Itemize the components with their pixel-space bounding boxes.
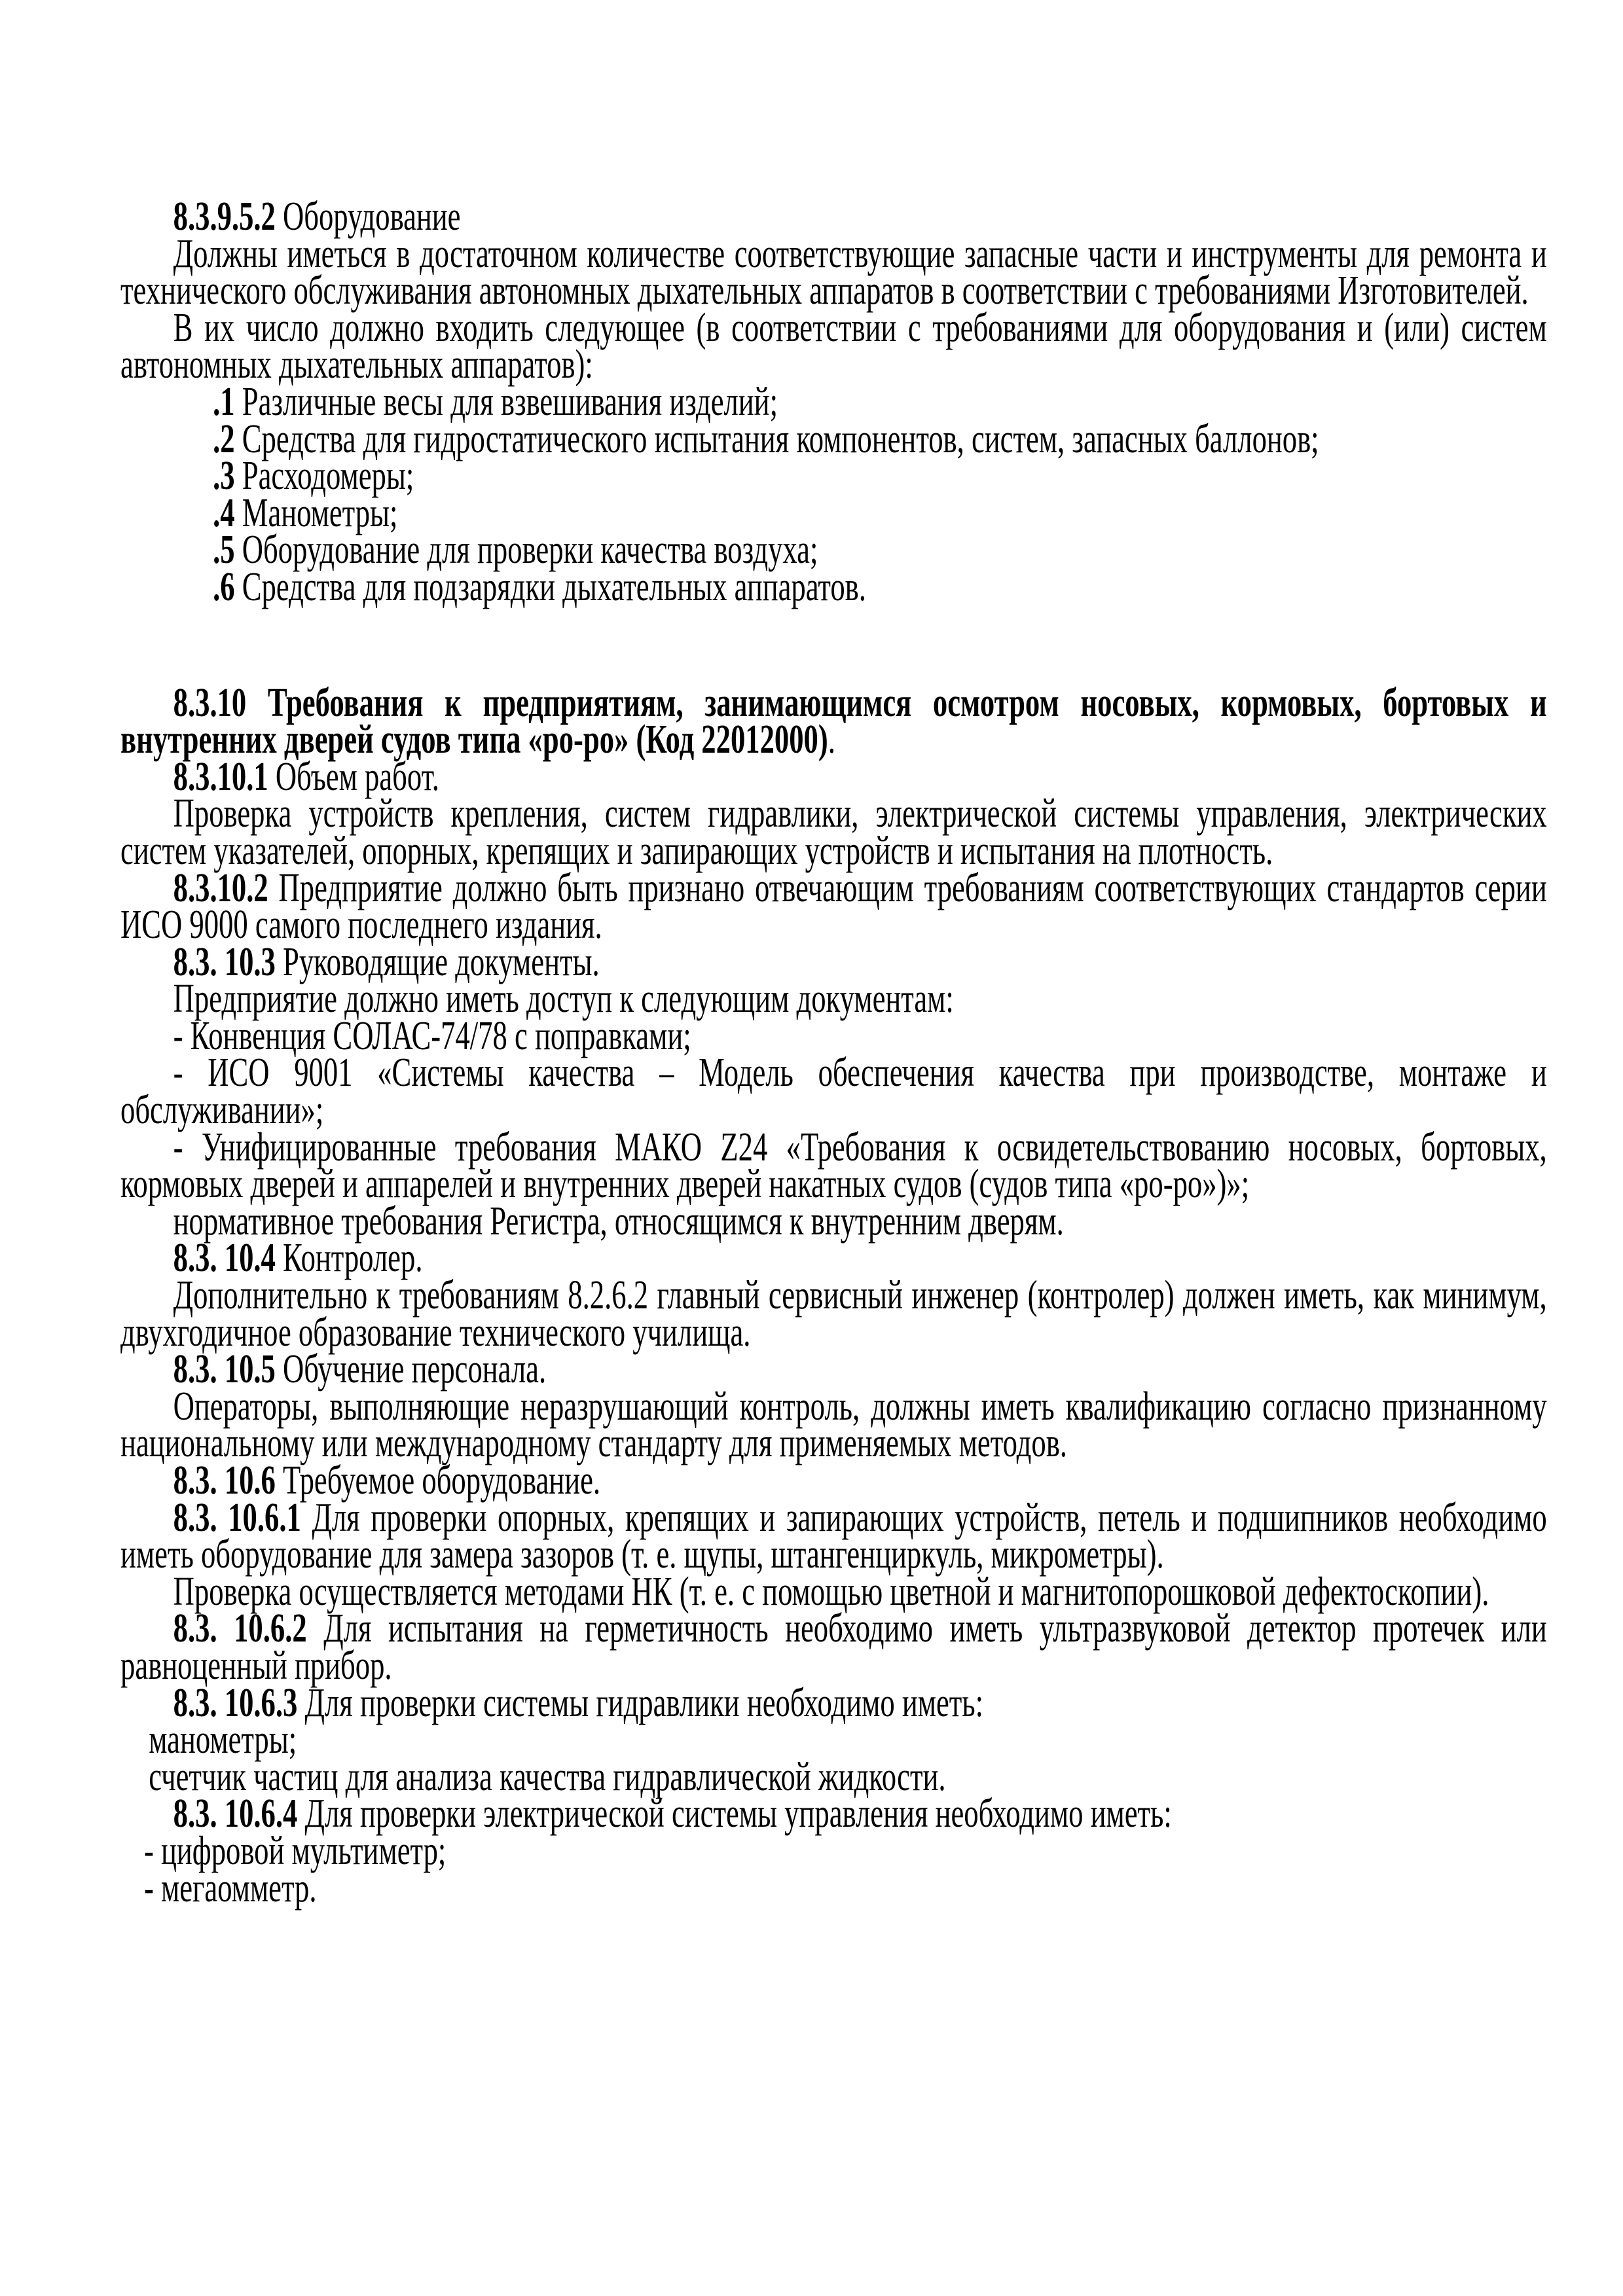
bold-number: 8.3.10.2 <box>173 865 268 910</box>
text-run: Манометры; <box>234 490 398 535</box>
bold-number: .2 <box>213 416 235 461</box>
bold-number: 8.3. 10.6.4 <box>173 1791 298 1837</box>
list-item: - Конвенция СОЛАС-74/78 с поправками; <box>173 1013 691 1058</box>
list-item: - цифровой мультиметр; <box>144 1828 447 1873</box>
bold-number: 8.3. 10.6.1 <box>173 1495 301 1540</box>
section-number: 8.3.9.5.2 <box>173 194 276 239</box>
list-item: - ИСО 9001 «Системы качества – Модель обеспечения качества при производстве, монтаже и обслуживании»; <box>120 1050 1547 1133</box>
text-run: Для проверки электрической системы управления необходимо иметь: <box>297 1791 1172 1837</box>
list-item <box>120 528 1547 573</box>
list-item: манометры; <box>149 1717 297 1763</box>
list-item: - Унифицированные требования МАКО Z24 «Требования к освидетельствованию носовых, бортовых, кормовых дверей и аппарелей и внутренних дверей накатных судов (судов типа «ро-ро»)»; <box>120 1124 1547 1207</box>
list-item <box>120 379 1547 424</box>
bold-number: .1 <box>213 379 235 424</box>
list-item: счетчик частиц для анализа качества гидравлической жидкости. <box>149 1754 946 1799</box>
list-item <box>120 454 1547 499</box>
bold-number: .3 <box>213 454 235 499</box>
paragraph <box>120 1791 1547 1837</box>
text-run: Расходомеры; <box>234 454 414 499</box>
paragraph: В их число должно входить следующее (в соответствии с требованиями для оборудования и (или) систем автономных дыхательных аппаратов): <box>120 305 1547 387</box>
bold-number: 8.3. 10.3 <box>173 939 276 984</box>
list-item <box>120 564 1547 609</box>
text-run: Обучение персонала. <box>275 1347 547 1392</box>
text-run: . <box>828 717 835 762</box>
text-run: Руководящие документы. <box>275 939 600 984</box>
list-item: нормативное требования Регистра, относящимся к внутренним дверям. <box>173 1198 1064 1244</box>
bold-number: 8.3. 10.6 <box>173 1458 276 1503</box>
text-run: Для испытания на герметичность необходимо иметь ультразвуковой детектор протечек или равноценный прибор. <box>120 1606 1547 1688</box>
subsection-heading <box>120 1236 1547 1281</box>
paragraph: Проверка осуществляется методами НК (т. е. с помощью цветной и магнитопорошковой дефектоскопии). <box>173 1569 1489 1614</box>
bold-number: 8.3. 10.6.2 <box>173 1606 307 1651</box>
text-run: Требуемое оборудование. <box>275 1458 601 1503</box>
text-run: Средства для подзарядки дыхательных аппаратов. <box>234 564 866 609</box>
subsection-heading <box>120 939 1547 984</box>
bold-number: 8.3. 10.4 <box>173 1236 276 1281</box>
text-run: Для проверки системы гидравлики необходимо иметь: <box>297 1680 984 1725</box>
text-run: Контролер. <box>275 1236 423 1281</box>
paragraph: Операторы, выполняющие неразрушающий контроль, должны иметь квалификацию согласно признанному национальному или международному стандарту для применяемых методов. <box>120 1384 1547 1466</box>
subsection-heading <box>120 1458 1547 1503</box>
bold-number: 8.3. 10.5 <box>173 1347 276 1392</box>
bold-number: .5 <box>213 528 235 573</box>
bold-number: .4 <box>213 490 235 535</box>
section-heading <box>120 680 1547 762</box>
paragraph <box>120 865 1547 948</box>
list-item <box>120 490 1547 535</box>
bold-number: 8.3.10.1 <box>173 754 268 799</box>
paragraph <box>120 1606 1547 1688</box>
spacer <box>120 606 1547 685</box>
subsection-heading <box>120 754 1547 799</box>
bold-number: .6 <box>213 564 235 609</box>
document-page <box>120 194 1547 1910</box>
paragraph: Должны иметься в достаточном количестве соответствующие запасные части и инструменты для ремонта и технического обслуживания автономных дыхательных аппаратов в соответствии с требованиями Изготовителей. <box>120 231 1547 314</box>
bold-number: 8.3. 10.6.3 <box>173 1680 298 1725</box>
text-run: Различные весы для взвешивания изделий; <box>234 379 778 424</box>
paragraph <box>120 1495 1547 1577</box>
text-run: Предприятие должно быть признано отвечающим требованиям соответствующих стандартов серии ИСО 9000 самого последнего издания. <box>120 865 1547 948</box>
paragraph: Дополнительно к требованиям 8.2.6.2 главный сервисный инженер (контролер) должен иметь, как минимум, двухгодичное образование технического училища. <box>120 1273 1547 1355</box>
subsection-heading <box>120 1347 1547 1392</box>
paragraph <box>120 1680 1547 1725</box>
section-heading <box>120 194 1547 239</box>
text-run: Для проверки опорных, крепящих и запирающих устройств, петель и подшипников необходимо иметь оборудование для замера зазоров (т. е. щупы, штангенциркуль, микрометры). <box>120 1495 1547 1577</box>
bold-number: 8.3.10 Требования к предприятиям, занимающимся осмотром носовых, кормовых, бортовых и внутренних дверей судов типа «ро-ро» (Код 22012000) <box>120 680 1547 762</box>
text-run: Оборудование для проверки качества воздуха; <box>234 528 818 573</box>
paragraph: Предприятие должно иметь доступ к следующим документам: <box>173 977 954 1022</box>
list-item <box>120 416 1547 461</box>
list-item: - мегаомметр. <box>144 1865 317 1910</box>
paragraph: Проверка устройств крепления, систем гидравлики, электрической системы управления, электрических систем указателей, опорных, крепящих и запирающих устройств и испытания на плотность. <box>120 791 1547 873</box>
text-run: Средства для гидростатического испытания компонентов, систем, запасных баллонов; <box>234 416 1319 461</box>
section-title: Оборудование <box>275 194 461 239</box>
text-run: Объем работ. <box>268 754 439 799</box>
